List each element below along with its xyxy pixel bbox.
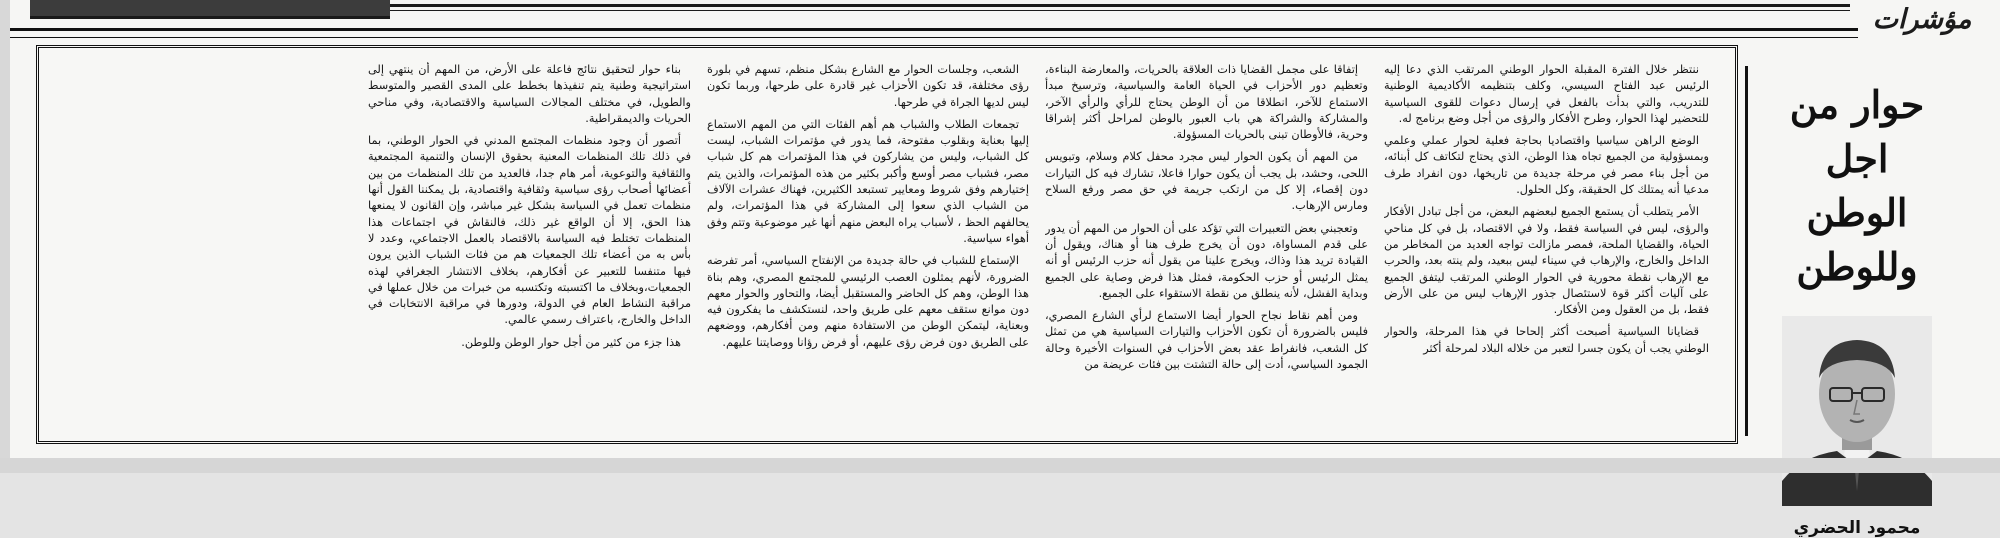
paragraph: من المهم أن يكون الحوار ليس مجرد محفل كلام وسلام، وتبويس اللحى، وحشد، بل يجب أن يكون حوارا فاعلا، تشارك فيه كل التيارات دون إقصاء، إلا كل من ارتكب جريمة في حق مصر ورفع السلاح ومارس الإرهاب. [1045, 150, 1368, 213]
paragraph: بناء حوار لتحقيق نتائج فاعلة على الأرض، من المهم أن ينتهي إلى استراتيجية وطنية يتم تنفيذها بخطط على المدى القصير والمتوسط والطويل، في مختلف المجالات السياسية والاقتصادية، وفي مناحي الحريات والديمقراطية. [368, 63, 691, 125]
paragraph: أتصور أن وجود منظمات المجتمع المدني في الحوار الوطني، بما في ذلك تلك المنظمات المعنية بحقوق الإنسان والتنمية المجتمعية والثقافية والتوعوية، أمر هام جدا، فالعديد من تلك المنظمات من بين أعضائها أصحاب رؤى سياسية وثقافية واقتصادية، بل يمكننا القول أنها منظمات تعمل في السياسة بشكل غير مباشر، وإن القانون لا يمنعها هذا الحق، إلا أن الواقع غير ذلك، فالنقاش في اجتماعات هذا المنظمات تختلط فيه السياسة بالاقتصاد بالعمل الاجتماعي، وعدد لا بأس به من أعضاء تلك الجمعيات هم من فئات الشباب الذين يرون فيها متنفسا للتعبير عن أفكارهم، بخلاف الانتشار الجغرافي لهذه الجمعيات،وبخلاف ما اكتسبته وتكتسبه من خبرات من خلال عملها في مراقبة النشاط العام في الدولة، ودورها في مراقبة الانتخابات في الداخل والخارج، باعتراف رسمي عالمي. [368, 134, 691, 327]
paragraph: وتعجبني بعض التعبيرات التي تؤكد على أن الحوار من المهم أن يدور على قدم المساواة، دون أن يخرج طرف هنا أو هناك، ويقول أن القيادة تريد هذا وذاك، ويخرج علينا من يقول أنه حزب الرئيس أو أنه يمثل الرئيس أو حزب الحكومة، فمثل هذا فرض وصاية على الجميع وبداية الفشل، لأنه ينطلق من نقطة الاستقواء على الجميع. [1045, 221, 1368, 300]
article-column-2 [1045, 62, 1368, 424]
paragraph: ومن أهم نقاط نجاح الحوار أيضا الاستماع لرأي الشارع المصري، فليس بالضرورة أن تكون الأحزاب والتيارات السياسية هي من تمثل كل الشعب، فانفراط عقد بعض الأحزاب في السنوات الأخيرة وحالة الجمود السياسي، أدت إلى حالة التشتت بين فئات عريضة من [1045, 309, 1368, 372]
paragraph: هذا جزء من كثير من أجل حوار الوطن وللوطن. [461, 335, 681, 349]
paragraph: إتفاقا على مجمل القضايا ذات العلاقة بالحريات، والمعارضة البناءة، وتعظيم دور الأحزاب في الحياة العامة والسياسية، وترسيخ مبدأ الاستماع للآخر، انطلاقا من أن الوطن يحتاج للرأي والرأي الآخر، والمشاركة والشراكة هي باب العبور بالوطن لمراحل أكثر إشراقا وحرية، فالأوطان تبنى بالحريات المسؤولة. [1045, 63, 1368, 142]
top-previous-article-box [30, 0, 390, 19]
left-frame [0, 0, 10, 473]
paragraph: ننتظر خلال الفترة المقبلة الحوار الوطني المرتقب الذي دعا إليه الرئيس عبد الفتاح السيسي، وكلف بتنظيمه الأكاديمية الوطنية للتدريب، والتي بدأت بالفعل في إرسال دعوات للقوى السياسية للتحضير لهذا الحوار، وطرح الأفكار والرؤى من أجل وضع برنامج له. [1384, 63, 1709, 125]
paragraph: الوضع الراهن سياسيا واقتصاديا بحاجة فعلية لحوار عملي وعلمي وبمسؤولية من الجميع تجاه هذا الوطن، الذي يحتاج لتكاتف كل أبنائه، من أجل بناء مصر في مرحلة جديدة من تاريخها، دون انفراد طرف مدعيا أنه يمتلك كل الحقيقة، وكل الحلول. [1384, 134, 1709, 197]
bottom-frame [0, 458, 2000, 473]
author-portrait [1782, 316, 1932, 506]
article-sidebar [1755, 66, 1959, 538]
header-rule [10, 28, 1858, 38]
article-column-1 [1384, 62, 1709, 424]
headline-line-2: الوطن وللوطن [1796, 190, 1918, 289]
paragraph: تجمعات الطلاب والشباب هم أهم الفئات التي من المهم الاستماع إليها بعناية وبقلوب مفتوحة، فما يدور في مؤتمرات الشباب، ليست كل الشباب، وليس من يشاركون في هذا المؤتمرات هم كل شباب مصر، فشباب مصر أوسع وأكبر بكثير من هذه المؤتمرات، والذين يتم إختيارهم وفق شروط ومعايير تستبعد الكثيرين، فهناك عشرات الآلاف من الشباب الذي سعوا إلى المشاركة في هذا المؤتمرات، ولم يحالفهم الحظ ، لأسباب يراه البعض منهم أنها غير موضوعية وتتم وفق أهواء سياسية. [707, 117, 1029, 245]
paragraph: الأمر يتطلب أن يستمع الجميع لبعضهم البعض، من أجل تبادل الأفكار والرؤى، ليس في السياسة فقط، ولا في الاقتصاد، بل في كل مناحي الحياة، والقضايا الملحة، فمصر مازالت تواجه العديد من المخاطر من الداخل والخارج، والإرهاب في سيناء ليس ببعيد، ولم ينته بعد، والحرب مع الإرهاب نقطة محورية في الحوار الوطني المرتقب ليتفق الجميع على آليات أكثر قوة لاستئصال جذور الإرهاب ليس من على الأرض فقط، بل من العقول ومن الأفكار. [1384, 205, 1709, 317]
article-headline [1755, 78, 1959, 294]
paragraph: قضايانا السياسية أصبحت أكثر إلحاحا في هذا المرحلة، والحوار الوطني يجب أن يكون جسرا لتعبر من خلاله البلاد لمرحلة أكثر [1384, 325, 1709, 355]
article-column-4 [368, 62, 691, 424]
headline-line-1: حوار من اجل [1789, 82, 1925, 181]
author-name: محمود الحضري [1793, 518, 1921, 538]
sidebar-divider [1745, 66, 1748, 436]
paragraph: الشعب، وجلسات الحوار مع الشارع بشكل منظم، تسهم في بلورة رؤى مختلفة، قد تكون الأحزاب غير قادرة على طرحها، وربما تكون ليس لديها الجراة في طرحها. [707, 63, 1029, 109]
top-rule-thick [390, 4, 1850, 7]
paragraph: الإستماع للشباب في حالة جديدة من الإنفتاح السياسي، أمر تفرضه الضرورة، لأنهم يمثلون العصب الرئيسي للمجتمع المصري، وهم بناة هذا الوطن، وهم كل الحاضر والمستقبل أيضا، والتحاور والحوار معهم دون موانع ستقف معهم على طريق واحد، لنستكشف ما يفكرون فيه وبعناية، ليتمكن الوطن من الاستفادة منهم ومن أفكارهم، ووضعهم على الطريق دون فرض رؤى عليهم، أو فرض رؤانا ووصايتنا عليهم. [707, 254, 1029, 349]
article-column-3 [707, 62, 1029, 424]
section-title: مؤشرات [1872, 4, 1972, 35]
top-rule-thin [390, 10, 1850, 11]
